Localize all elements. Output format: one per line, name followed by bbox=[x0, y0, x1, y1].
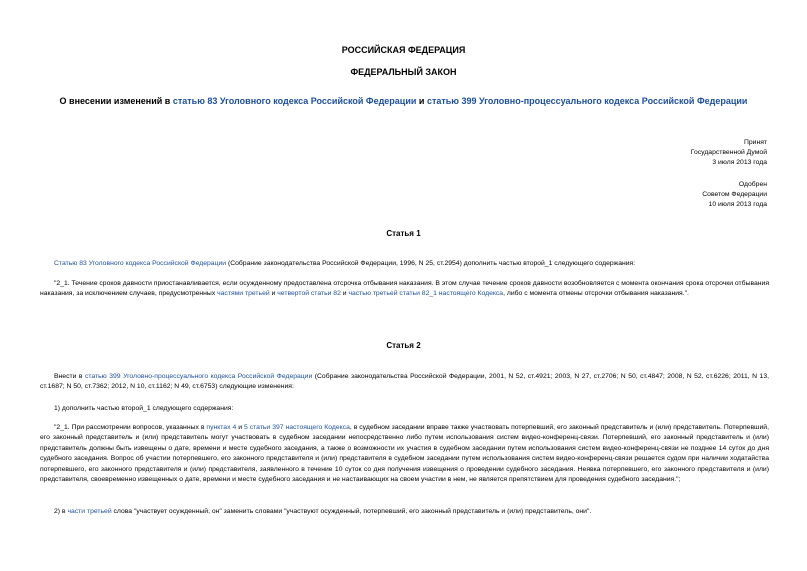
article-2-heading: Статья 2 bbox=[386, 341, 421, 350]
duma-adoption-block bbox=[691, 138, 767, 167]
link-part-third-article-82-1[interactable]: частью третьей статьи 82_1 настоящего Кодекса bbox=[348, 290, 504, 298]
duma-name: Государственной Думой bbox=[690, 148, 767, 156]
article-1-paragraph-1 bbox=[40, 259, 769, 269]
article-1-link-article-83[interactable]: Статью 83 Уголовного кодекса Российской Федерации bbox=[54, 260, 227, 267]
article-1-p2-text-a: "2_1. Течение сроков давности приостанавливается, если осужденному предоставлена отсрочка отбывания наказания. В этом случае течение сроков давности возобновляется с момента окончания срока отсрочки отбывания наказания, за исключением случаев, предусмотренных bbox=[40, 280, 769, 298]
article-2-p1-text-a: Внести в bbox=[54, 373, 85, 380]
law-type-heading: ФЕДЕРАЛЬНЫЙ ЗАКОН bbox=[350, 67, 457, 77]
title-link-article-83[interactable]: статью 83 Уголовного кодекса Российской Федерации bbox=[172, 96, 417, 106]
article-2-paragraph-1 bbox=[40, 372, 769, 393]
article-2-p3-text-c: , в судебном заседании вправе также участвовать потерпевший, его законный представитель и (или) представитель. Потерпевший, его законный представитель и (или) представитель могут участвовать в судебном заседании непосредственно либо путем использования систем видео-конференц-связи. Потерпевший, его законный представитель и (или) представитель должны быть извещены о дате, времени и месте судебного заседания, а также о возможности их участия в судебном заседании путем использования систем видео-конференц-связи не позднее 14 суток до дня судебного заседания. Вопрос об участии потерпевшего, его законного представителя и (или) представителя в судебном заседании путем использования систем видео-конференц-связи решается судом при наличии ходатайства потерпевшего, его законного представителя и (или) представителя, заявленного в течение 10 суток со дня получения извещения о проведении судебного заседания. Неявка потерпевшего, его законного представителя и (или) представителя, своевременно извещенных о дате, времени и месте судебного заседания и не настаивающих на своем участии в нем, не является препятствием для проведения судебного заседания."; bbox=[40, 424, 769, 484]
title-middle: и bbox=[416, 96, 427, 106]
council-name: Советом Федерации bbox=[702, 190, 767, 198]
article-2-p3-text-b: и bbox=[236, 424, 244, 431]
council-approval-block bbox=[702, 180, 767, 209]
article-1-p2-text-b: и bbox=[269, 290, 278, 298]
law-title bbox=[0, 96, 807, 106]
council-date: 10 июля 2013 года bbox=[708, 200, 767, 208]
link-article-397-item-5[interactable]: 5 статьи 397 настоящего Кодекса bbox=[243, 424, 350, 431]
article-1-p1-text: (Собрание законодательства Российской Федерации, 1996, N 25, ст.2954) дополнить частью второй_1 следующего содержания: bbox=[226, 260, 636, 267]
link-fourth-article-82[interactable]: четвертой статьи 82 bbox=[277, 290, 341, 298]
article-2-p1-text-b: (Собрание законодательства Российской Федерации, 2001, N 52, ст.4921; 2003, N 27, ст.2706; N 50, ст.4847; 2008, N 52, ст.6226; 2011, N 13, ст.1687; N 50, ст.7362; 2012, N 10, ст.1162; N 49, ст.6753) следующие изменения: bbox=[40, 373, 770, 391]
article-2-paragraph-3 bbox=[40, 423, 769, 485]
article-1-p2-text-c: и bbox=[340, 290, 349, 298]
article-1-p2-text-d: , либо с момента отмены отсрочки отбывания наказания.". bbox=[503, 290, 689, 298]
article-2-paragraph-2: 1) дополнить частью второй_1 следующего содержания: bbox=[54, 405, 234, 412]
title-link-article-399[interactable]: статью 399 Уголовно-процессуального кодекса Российской Федерации bbox=[426, 96, 748, 106]
article-2-p3-text-a: "2_1. При рассмотрении вопросов, указанных в bbox=[54, 424, 207, 431]
country-heading: РОССИЙСКАЯ ФЕДЕРАЦИЯ bbox=[341, 45, 466, 55]
link-items-4[interactable]: пунктах 4 bbox=[206, 424, 237, 431]
article-2-p4-text-a: 2) в bbox=[54, 508, 68, 515]
council-approved-label: Одобрен bbox=[738, 181, 767, 188]
link-parts-third[interactable]: частями третьей bbox=[217, 290, 270, 298]
article-2-p4-text-b: слова "участвует осужденный, он" заменить словами "участвуют осужденный, потерпевший, его законный представитель и (или) представитель, они". bbox=[111, 508, 592, 515]
title-prefix: О внесении изменений в bbox=[59, 96, 173, 106]
article-2-paragraph-4 bbox=[40, 507, 769, 517]
duma-date: 3 июля 2013 года bbox=[712, 158, 767, 166]
article-1-paragraph-2 bbox=[40, 279, 769, 300]
article-2-link-article-399[interactable]: статью 399 Уголовно-процессуального кодекса Российской Федерации bbox=[84, 373, 313, 380]
article-1-heading: Статья 1 bbox=[386, 229, 421, 238]
duma-adopted-label: Принят bbox=[743, 139, 767, 146]
link-part-third[interactable]: части третьей bbox=[67, 508, 112, 515]
